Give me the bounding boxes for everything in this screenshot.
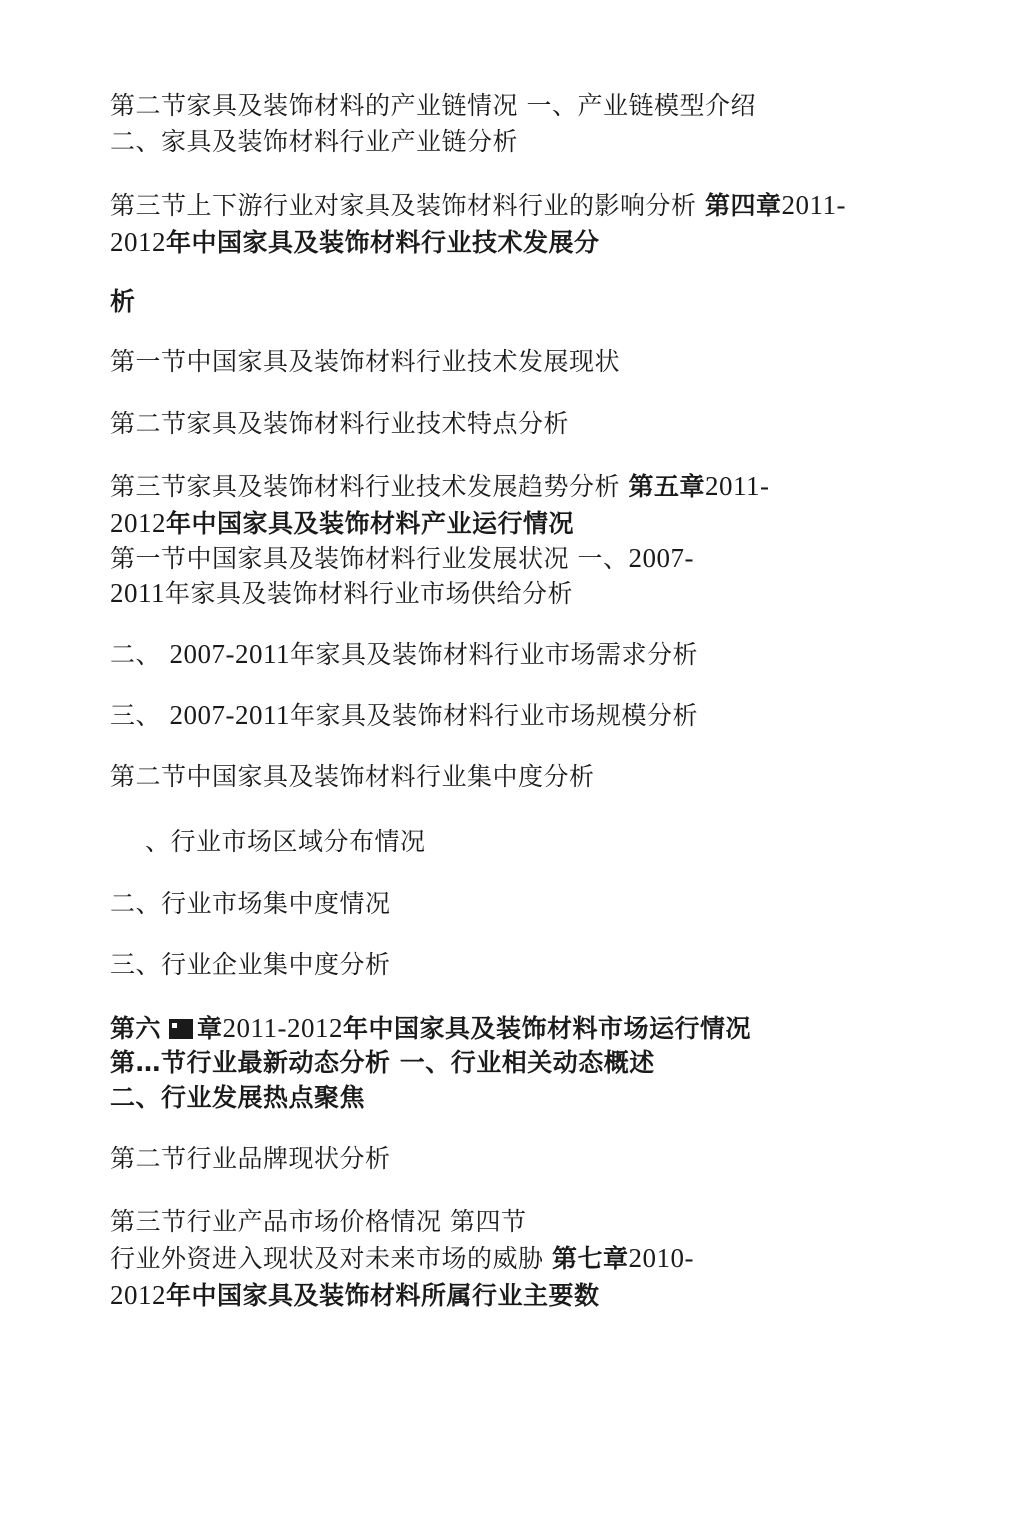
toc-text: 行业外资进入现状及对未来市场的威胁 — [110, 1244, 552, 1273]
toc-line-chapter-7-title — [110, 1277, 600, 1314]
toc-line-enterprise-concentration — [110, 947, 391, 983]
toc-text: 二、行业市场集中度情况 — [110, 889, 391, 918]
toc-line-hotspots — [110, 1080, 365, 1116]
toc-line-chapter-4-title — [110, 224, 600, 261]
year-text: 2012 — [110, 227, 166, 257]
chapter-label: 第五章 — [628, 472, 705, 501]
toc-line-chain-analysis — [110, 124, 518, 160]
toc-text: 三、行业企业集中度分析 — [110, 950, 391, 979]
toc-text: 第一节中国家具及装饰材料行业技术发展现状 — [110, 347, 621, 376]
toc-line-tech-features — [110, 406, 569, 442]
toc-text: 第三节上下游行业对家具及装饰材料行业的影响分析 — [110, 191, 705, 220]
year-text: 2011- — [781, 190, 846, 220]
toc-text: 第…节行业最新动态分析 一、行业相关动态概述 — [110, 1048, 655, 1077]
year-text: 2007-2011 — [169, 700, 290, 730]
chapter-title: 年中国家具及装饰材料市场运行情况 — [343, 1014, 752, 1043]
toc-line-chapter-4-heading — [110, 187, 846, 224]
toc-line-regional — [145, 824, 426, 860]
toc-line-concentration — [110, 759, 595, 795]
chapter-label: 第七章 — [551, 1244, 629, 1273]
toc-text: 第二节家具及装饰材料的产业链情况 一、产业链模型介绍 — [110, 91, 756, 120]
year-text: 2012 — [110, 1280, 166, 1310]
toc-line-chapter-4-title-end — [110, 284, 136, 320]
garbled-glyph-icon — [169, 1019, 193, 1039]
chapter-title: 年中国家具及装饰材料行业技术发展分 — [166, 228, 600, 257]
toc-line-chapter-6-heading — [110, 1010, 751, 1047]
toc-text: 第二节行业品牌现状分析 — [110, 1144, 391, 1173]
chapter-title: 年中国家具及装饰材料产业运行情况 — [166, 509, 575, 538]
toc-line-market-concentration — [110, 886, 391, 922]
toc-text: 第一节中国家具及装饰材料行业发展状况 一、 — [110, 544, 629, 573]
toc-text: 年家具及装饰材料行业市场规模分析 — [289, 701, 698, 730]
toc-text: 年家具及装饰材料行业市场供给分析 — [165, 579, 574, 608]
chapter-label: 第六 — [110, 1014, 162, 1043]
toc-line-chain-intro — [110, 88, 756, 124]
year-text: 2011 — [110, 578, 165, 608]
toc-text: 第二节家具及装饰材料行业技术特点分析 — [110, 409, 570, 438]
chapter-title: 析 — [110, 287, 136, 316]
year-text: 2012 — [110, 508, 166, 538]
toc-line-chapter-7-heading — [110, 1240, 694, 1277]
toc-line-latest-dynamics — [110, 1045, 655, 1081]
chapter-label: 第四章 — [704, 191, 782, 220]
year-text: 2010- — [628, 1243, 694, 1273]
toc-text: 第二节中国家具及装饰材料行业集中度分析 — [110, 762, 595, 791]
chapter-title: 年中国家具及装饰材料所属行业主要数 — [166, 1281, 600, 1310]
toc-text: 、行业市场区域分布情况 — [145, 827, 426, 856]
toc-text: 二、 — [110, 640, 170, 669]
toc-text: 二、家具及装饰材料行业产业链分析 — [110, 127, 519, 156]
toc-line-demand — [110, 636, 698, 673]
toc-line-tech-status — [110, 344, 620, 380]
toc-text: 三、 — [110, 701, 170, 730]
toc-text: 第三节家具及装饰材料行业技术发展趋势分析 — [110, 472, 629, 501]
toc-line-prices — [110, 1204, 526, 1240]
toc-line-industry-status — [110, 540, 694, 577]
year-text: 2011-2012 — [222, 1013, 344, 1043]
year-text: 2007-2011 — [169, 639, 290, 669]
year-text: 2011- — [704, 471, 770, 501]
toc-line-chapter-5-heading — [110, 468, 769, 505]
toc-text: 二、行业发展热点聚焦 — [110, 1083, 366, 1112]
toc-line-scale — [110, 697, 698, 734]
toc-line-brands — [110, 1141, 391, 1177]
toc-line-supply — [110, 575, 573, 612]
toc-text: 第三节行业产品市场价格情况 第四节 — [110, 1207, 527, 1236]
chapter-label: 章 — [197, 1014, 223, 1043]
toc-text: 年家具及装饰材料行业市场需求分析 — [289, 640, 698, 669]
toc-line-chapter-5-title — [110, 505, 574, 542]
year-text: 2007- — [628, 543, 694, 573]
